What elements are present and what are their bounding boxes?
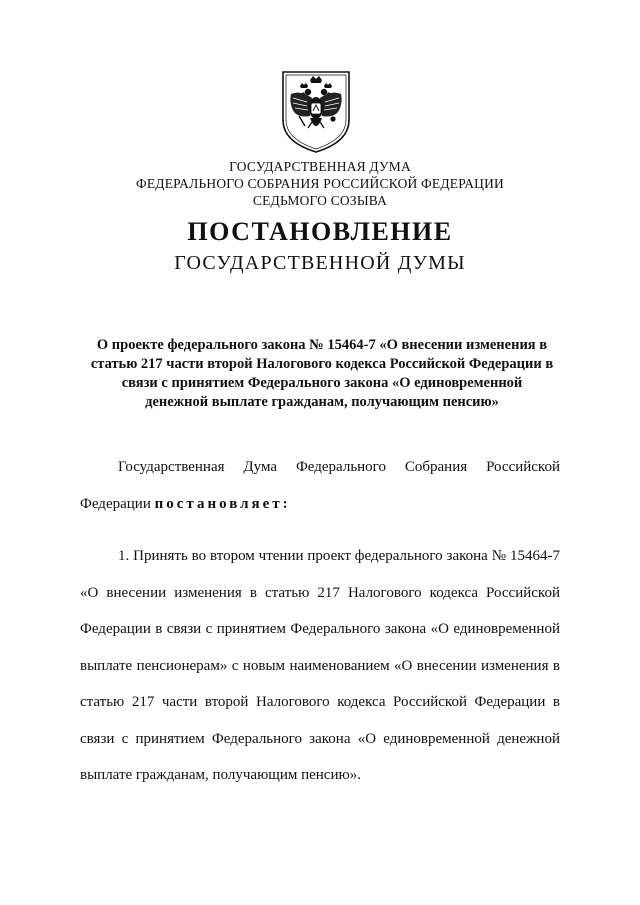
intro-paragraph <box>80 457 560 530</box>
intro-line-1: Государственная Дума Федерального Собрания Российской <box>118 459 560 475</box>
item-1-line-6: связи с принятием Федерального закона «О единовременной денежной <box>80 730 560 747</box>
subject-line-3: связи с принятием Федерального закона «О единовременной <box>121 375 523 391</box>
intro-line-2-text: Федерации <box>80 495 155 512</box>
item-1-line-1: 1. Принять во втором чтении проект федерального закона № 15464-7 <box>118 548 560 564</box>
item-1-line-2: «О внесении изменения в статью 217 Налогового кодекса Российской <box>80 584 560 601</box>
issuer-line-2: ФЕДЕРАЛЬНОГО СОБРАНИЯ РОССИЙСКОЙ ФЕДЕРАЦИИ <box>136 176 504 191</box>
subject-line-4: денежной выплате гражданам, получающим пенсию» <box>145 394 499 410</box>
item-1-line-5: статью 217 части второй Налогового кодекса Российской Федерации в <box>80 694 560 710</box>
item-1-line-4: выплате пенсионерам» с новым наименованием «О внесении изменения в <box>80 657 560 674</box>
issuer-line-1: ГОСУДАРСТВЕННАЯ ДУМА <box>229 159 411 174</box>
document-subtitle: ГОСУДАРСТВЕННОЙ ДУМЫ <box>174 252 466 274</box>
document-title: ПОСТАНОВЛЕНИЕ <box>187 217 453 246</box>
decree-verb: постановляет: <box>154 495 291 512</box>
item-1-line-3: Федерации в связи с принятием Федерального закона «О единовременной <box>80 621 560 637</box>
subject-line-1: О проекте федерального закона № 15464-7 «О внесении изменения в <box>96 337 548 353</box>
intro-line-2 <box>80 494 560 531</box>
document-subject <box>76 336 568 412</box>
issuer-line-3: СЕДЬМОГО СОЗЫВА <box>252 193 388 208</box>
issuer-header <box>60 158 580 209</box>
coat-of-arms-icon <box>277 68 355 154</box>
item-1-line-7: выплате гражданам, получающим пенсию». <box>80 767 361 783</box>
subject-line-2: статью 217 части второй Налогового кодекса Российской Федерации в <box>90 356 554 372</box>
item-1-paragraph <box>80 546 560 802</box>
